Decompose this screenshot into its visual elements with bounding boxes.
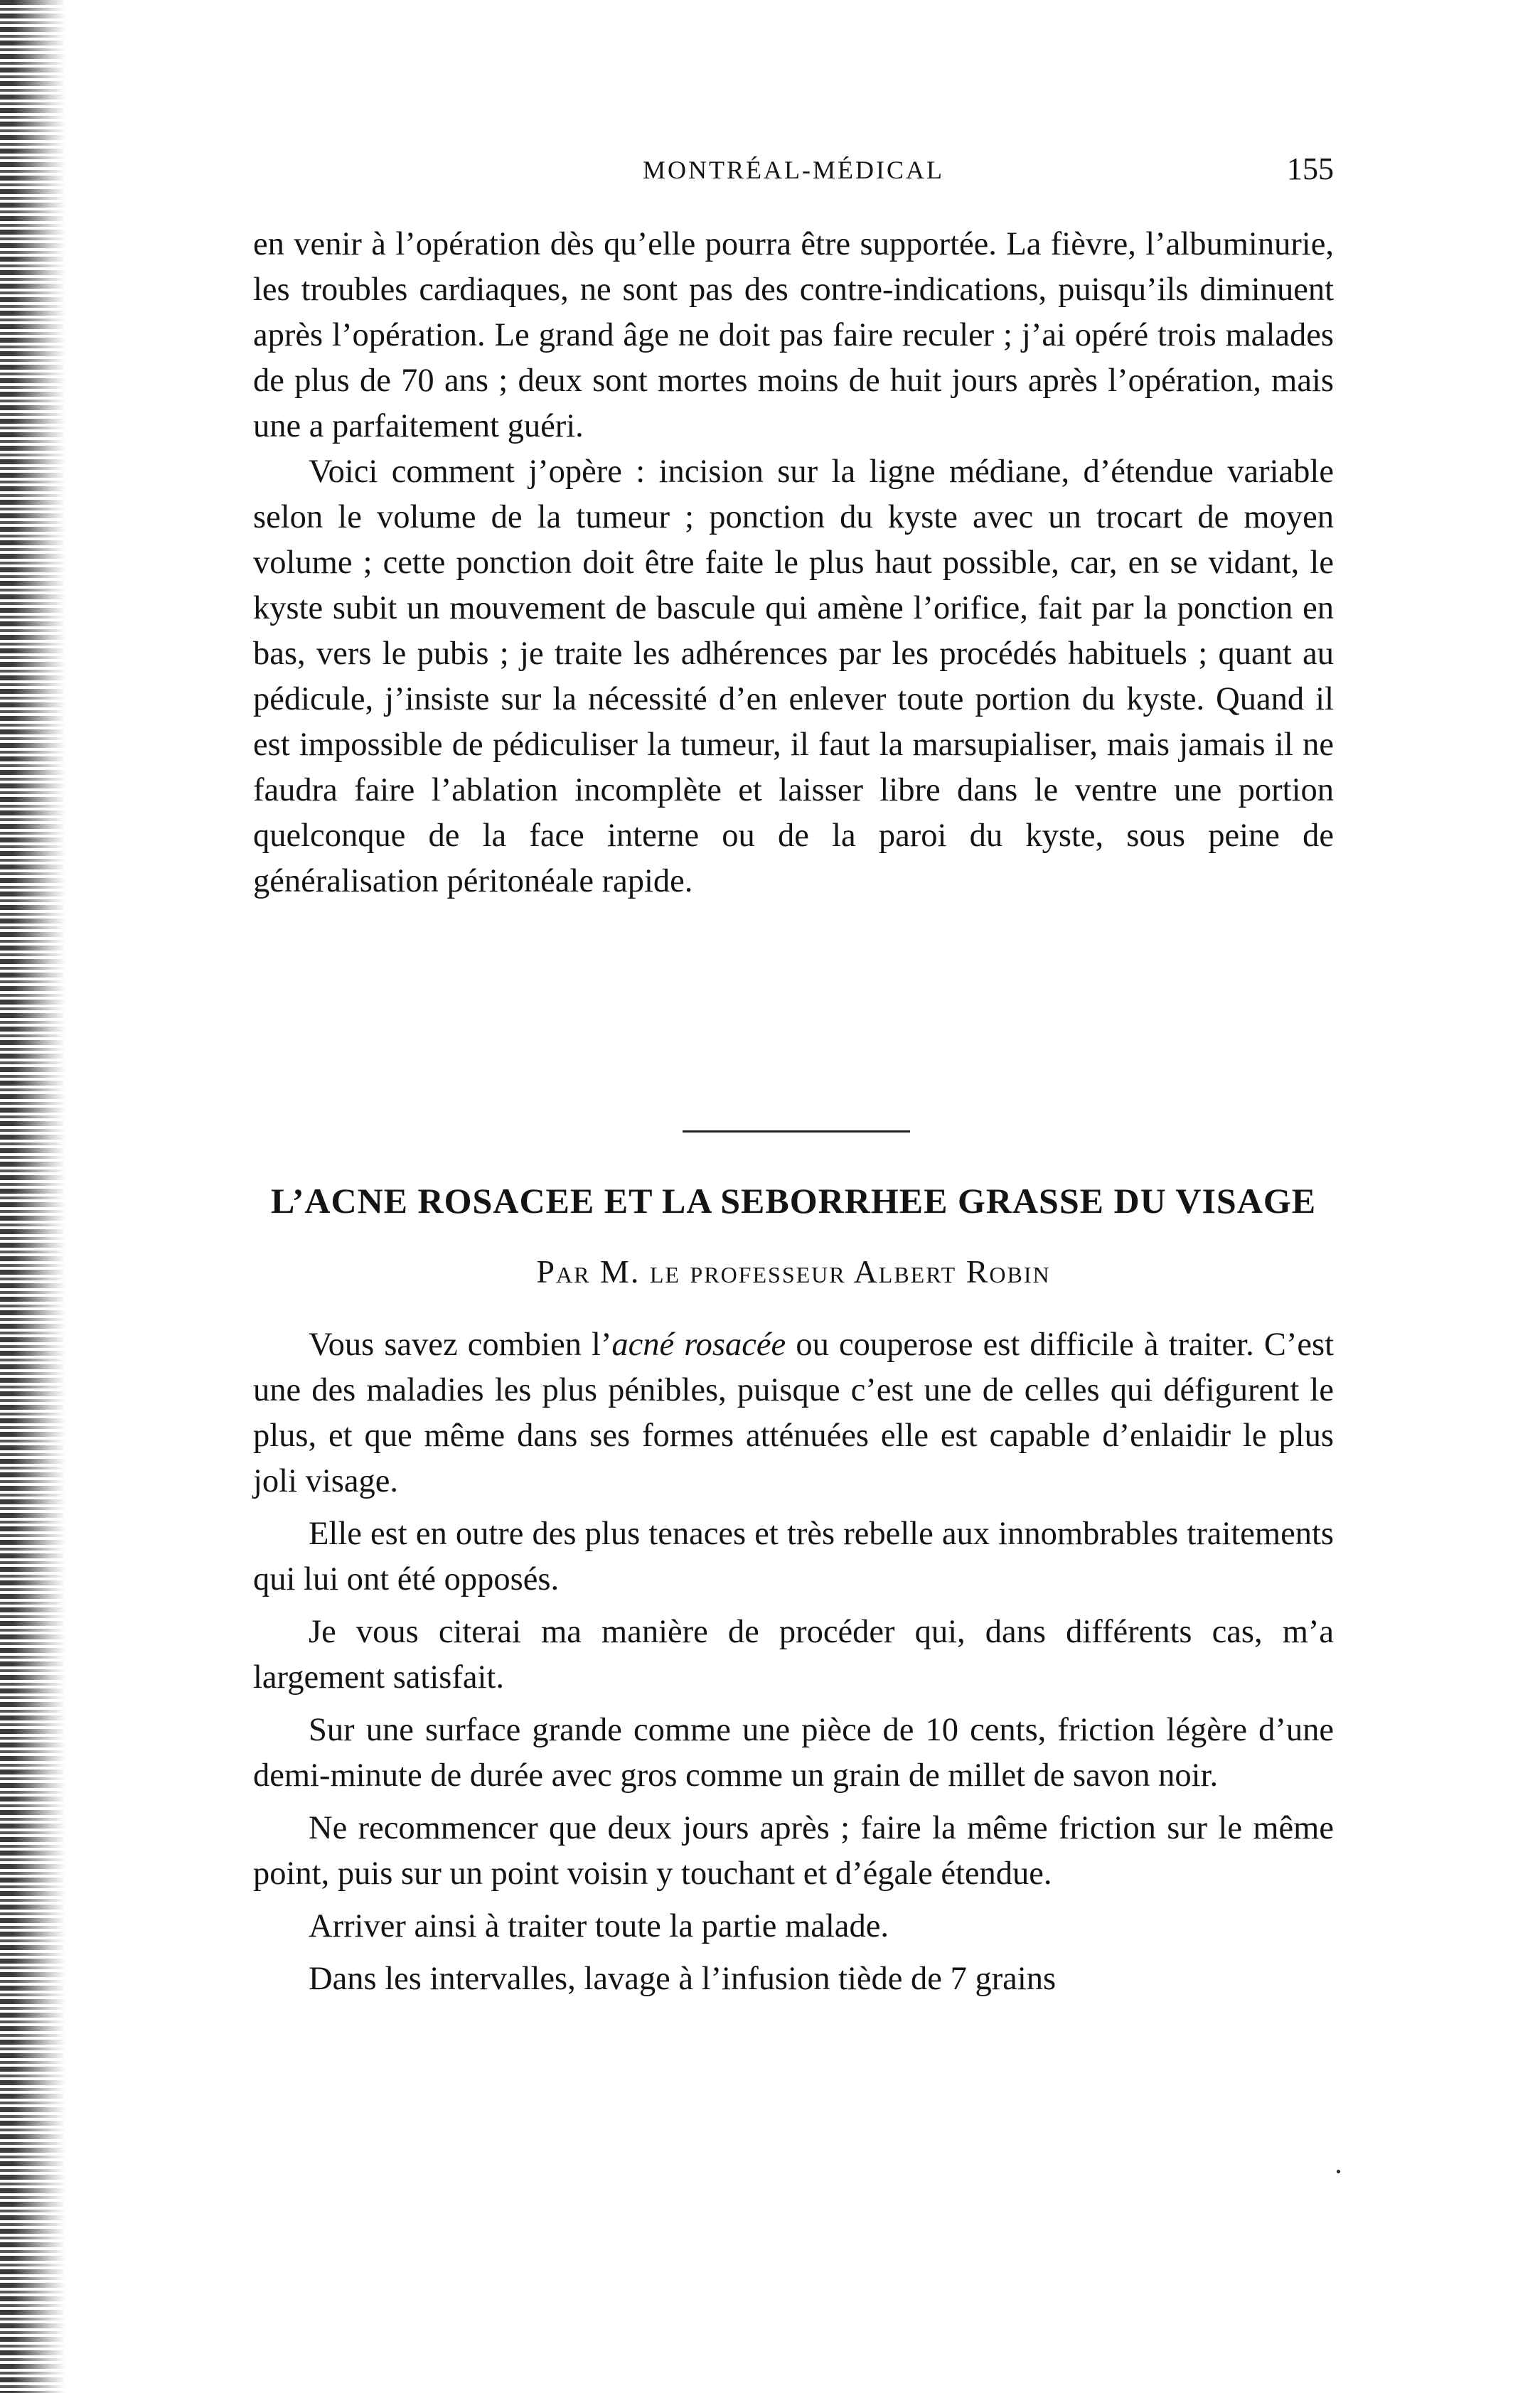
- article-body: [253, 1322, 1334, 2002]
- paragraph: Elle est en outre des plus tenaces et très rebelle aux innombrables traitements qui lui ont été opposés.: [253, 1516, 1334, 1597]
- paragraph-text: ou couperose est difficile à traiter. C’est une des maladies les plus pénibles, puisque c’est une de celles qui défigurent le plus, et que même dans ses formes atténuées elle est capable d’enlaidir le plus joli visage.: [253, 1327, 1335, 1499]
- paragraph: Voici comment j’opère : incision sur la ligne médiane, d’étendue variable selon le volume de la tumeur ; ponction du kyste avec un trocart de moyen volume ; cette ponction doit être faite le plus haut possible, car, en se vidant, le kyste subit un mouvement de bascule qui amène l’orifice, fait par la ponction en bas, vers le pubis ; je traite les adhérences par les procédés habituels ; quant au pédicule, j’insiste sur la nécessité d’en enlever toute portion du kyste. Quand il est impossible de pédiculiser la tumeur, il faut la marsupialiser, mais jamais il ne faudra faire l’ablation incomplète et laisser libre dans le ventre une portion quelconque de la face interne ou de la paroi du kyste, sous peine de généralisation péritonéale rapide.: [253, 454, 1334, 899]
- paragraph-text: Vous savez combien l’: [309, 1327, 612, 1363]
- paragraph: Arriver ainsi à traiter toute la partie malade.: [309, 1908, 889, 1944]
- running-header: [253, 151, 1334, 198]
- section-divider: [683, 1130, 910, 1133]
- italic-term: acné rosacée: [611, 1327, 786, 1363]
- article-byline: Par M. le professeur Albert Robin: [536, 1253, 1051, 1290]
- running-title: MONTRÉAL-MÉDICAL: [643, 156, 944, 184]
- paragraph: Dans les intervalles, lavage à l’infusion tiède de 7 grains: [309, 1961, 1057, 1997]
- print-speck: [1337, 2170, 1340, 2173]
- paragraph: Ne recommencer que deux jours après ; faire la même friction sur le même point, puis sur un point voisin y touchant et d’égale étendue.: [253, 1810, 1334, 1892]
- paragraph: en venir à l’opération dès qu’elle pourra être supportée. La fièvre, l’albuminurie, les troubles cardiaques, ne sont pas des contre-indications, puisqu’ils diminuent après l’opération. Le grand âge ne doit pas faire reculer ; j’ai opéré trois malades de plus de 70 ans ; deux sont mortes moins de huit jours après l’opération, mais une a parfaitement guéri.: [253, 226, 1334, 444]
- scanned-binding-edge: [0, 0, 65, 2393]
- previous-article-ending: [253, 222, 1334, 904]
- paragraph: Je vous citerai ma manière de procéder qui, dans différents cas, m’a largement satisfait.: [253, 1614, 1334, 1696]
- paragraph: [253, 1322, 1334, 1504]
- article-title: L’ACNE ROSACEE ET LA SEBORRHEE GRASSE DU VISAGE: [270, 1181, 1317, 1221]
- paragraph: Sur une surface grande comme une pièce de 10 cents, friction légère d’une demi-minute de durée avec gros comme un grain de millet de savon noir.: [253, 1712, 1334, 1794]
- page-number: 155: [1287, 151, 1334, 186]
